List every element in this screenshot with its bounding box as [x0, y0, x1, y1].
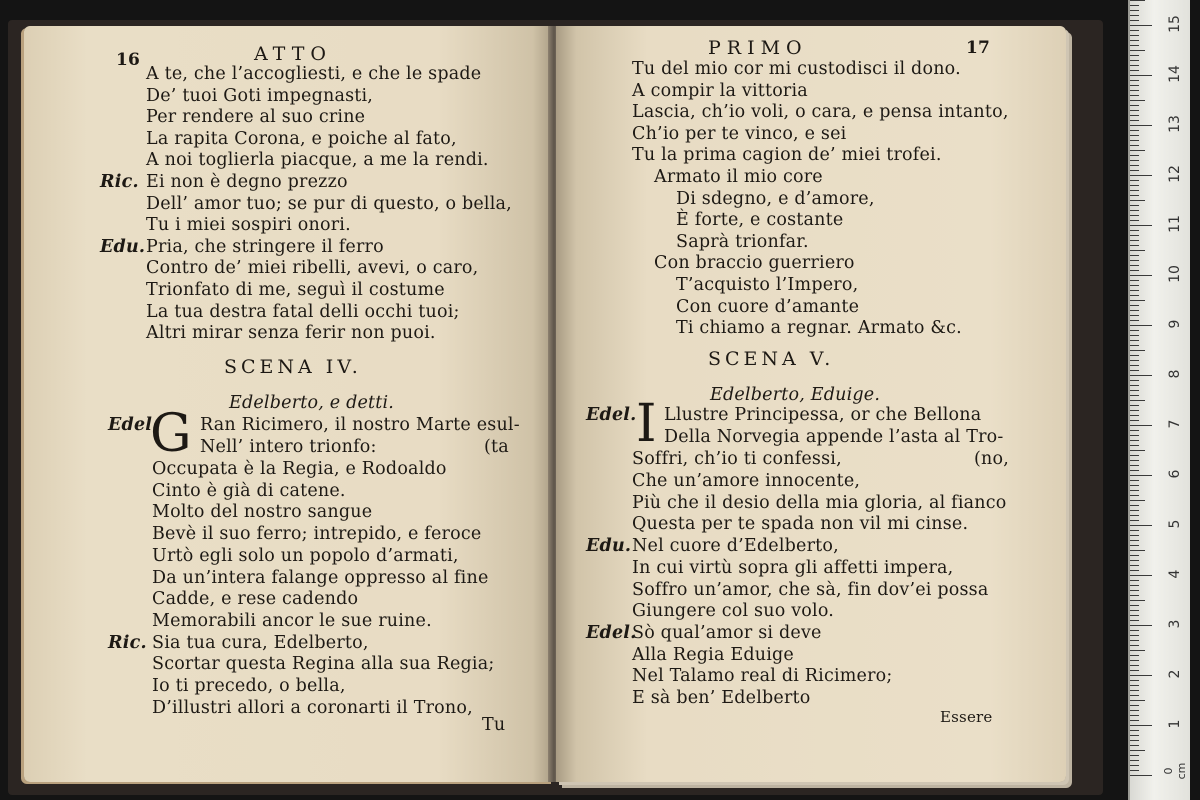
ruler-tick — [1130, 675, 1152, 676]
ruler-tick — [1130, 460, 1139, 461]
ruler-tick — [1130, 505, 1139, 506]
verse-line: Alla Regia Eduige — [632, 644, 794, 665]
ruler-tick — [1130, 145, 1139, 146]
verse-line: T’acquisto l’Impero, — [676, 275, 859, 295]
ruler-tick — [1130, 50, 1145, 51]
ruler-tick — [1130, 360, 1139, 361]
verse-line: Contro de’ miei ribelli, avevi, o caro, — [146, 258, 479, 279]
ruler-tick — [1130, 40, 1139, 41]
ruler-tick — [1130, 425, 1152, 426]
ruler-number: 2 — [1167, 669, 1183, 679]
verse-line: Ti chiamo a regnar. Armato &c. — [676, 318, 962, 339]
ruler-tick — [1130, 450, 1145, 451]
measuring-ruler — [1128, 0, 1190, 800]
ruler-tick — [1130, 670, 1139, 671]
ruler-tick — [1130, 525, 1152, 526]
ruler-tick — [1130, 385, 1139, 386]
ruler-tick — [1130, 770, 1139, 771]
verse-line: Cadde, e rese cadendo — [152, 589, 359, 610]
ruler-number: 4 — [1167, 569, 1183, 579]
ruler-tick — [1130, 375, 1152, 376]
ruler-tick — [1130, 90, 1139, 91]
verse-line: Di sdegno, e d’amore, — [676, 188, 875, 209]
ruler-tick — [1130, 595, 1139, 596]
ruler-tick — [1130, 190, 1139, 191]
ruler-tick — [1130, 70, 1139, 71]
verse-line: Saprà trionfar. — [676, 231, 809, 252]
verse-line: Ei non è degno prezzo — [146, 172, 348, 192]
verse-line: Armato il mio core — [654, 167, 823, 187]
verse-line: Da un’intera falange oppresso al fine — [152, 567, 489, 588]
ruler-tick — [1130, 435, 1139, 436]
ruler-number: 10 — [1167, 265, 1183, 283]
verse-line: Ran Ricimero, il nostro Marte esul- — [200, 415, 520, 435]
verse-line: Questa per te spada non vil mi cinse. — [632, 514, 969, 535]
ruler-tick — [1130, 715, 1139, 716]
ruler-tick — [1130, 140, 1139, 141]
verse-line: Della Norvegia appende l’asta al Tro- — [664, 427, 1004, 447]
ruler-tick — [1130, 350, 1145, 351]
ruler-tick — [1130, 455, 1139, 456]
verse-line: Più che il desio della mia gloria, al fianco — [632, 492, 1007, 513]
ruler-tick — [1130, 335, 1139, 336]
verse-line: Con braccio guerriero — [654, 253, 855, 274]
ruler-tick — [1130, 445, 1139, 446]
ruler-tick — [1130, 365, 1139, 366]
ruler-tick — [1130, 610, 1139, 611]
ruler-tick — [1130, 700, 1145, 701]
ruler-tick — [1130, 645, 1139, 646]
verse-line: Con cuore d’amante — [676, 296, 860, 317]
ruler-tick — [1130, 735, 1139, 736]
ruler-tick — [1130, 570, 1139, 571]
speaker-label: Edu. — [100, 236, 146, 257]
ruler-tick — [1130, 295, 1139, 296]
verse-line: De’ tuoi Goti impegnasti, — [146, 85, 374, 106]
ruler-tick — [1130, 250, 1145, 251]
ruler-tick — [1130, 490, 1139, 491]
speaker-label: Edu. — [586, 536, 632, 557]
ruler-number: 1 — [1167, 719, 1183, 729]
verse-line: E sà ben’ Edelberto — [632, 688, 811, 708]
ruler-tick — [1130, 395, 1139, 396]
ruler-tick — [1130, 530, 1139, 531]
right-page — [556, 26, 1066, 782]
ruler-tick — [1130, 495, 1139, 496]
ruler-tick — [1130, 285, 1139, 286]
ruler-tick — [1130, 290, 1139, 291]
ruler-tick — [1130, 685, 1139, 686]
ruler-tick — [1130, 45, 1139, 46]
ruler-tick — [1130, 390, 1139, 391]
ruler-tick — [1130, 85, 1139, 86]
ruler-tick — [1130, 605, 1139, 606]
verse-line: Cinto è già di catene. — [152, 480, 346, 501]
ruler-tick — [1130, 330, 1139, 331]
ruler-number: 3 — [1167, 619, 1183, 629]
page-number: 17 — [966, 38, 991, 58]
ruler-number: 14 — [1167, 65, 1183, 83]
ruler-tick — [1130, 555, 1139, 556]
ruler-tick — [1130, 30, 1139, 31]
verse-line: Urtò egli solo un popolo d’armati, — [152, 545, 459, 566]
verse-line: Ch’io per te vinco, e sei — [632, 123, 847, 144]
ruler-tick — [1130, 245, 1139, 246]
ruler-tick — [1130, 235, 1139, 236]
ruler-tick — [1130, 760, 1139, 761]
ruler-tick — [1130, 520, 1139, 521]
verse-line: Trionfato di me, seguì il costume — [146, 280, 445, 300]
ruler-tick — [1130, 130, 1139, 131]
ruler-tick — [1130, 135, 1139, 136]
ruler-tick — [1130, 420, 1139, 421]
verse-line: Nel cuore d’Edelberto, — [632, 536, 839, 557]
verse-line: A te, che l’accogliesti, e che le spade — [146, 64, 482, 84]
ruler-tick — [1130, 590, 1139, 591]
ruler-tick — [1130, 765, 1139, 766]
ruler-tick — [1130, 475, 1152, 476]
ruler-tick — [1130, 755, 1139, 756]
verse-line: Memorabili ancor le sue ruine. — [152, 610, 432, 631]
verse-line: Nell’ intero trionfo: — [200, 437, 377, 457]
ruler-tick — [1130, 740, 1139, 741]
verse-line: D’illustri allori a coronarti il Trono, — [152, 697, 473, 718]
scene-heading: SCENA IV. — [224, 356, 362, 378]
ruler-tick — [1130, 400, 1145, 401]
speaker-label: Edel. — [586, 405, 637, 425]
ruler-tick — [1130, 720, 1139, 721]
verse-line: Llustre Principessa, or che Bellona — [664, 405, 982, 425]
ruler-tick — [1130, 240, 1139, 241]
page-number: 16 — [116, 50, 141, 70]
verse-line: Molto del nostro sangue — [152, 502, 373, 523]
verse-line: A compir la vittoria — [632, 80, 808, 101]
speaker-label: Edel. — [108, 415, 159, 435]
verse-line: Che un’amore innocente, — [632, 471, 861, 491]
verse-line: In cui virtù sopra gli affetti impera, — [632, 557, 954, 578]
ruler-tick — [1130, 305, 1139, 306]
ruler-number: 7 — [1167, 419, 1183, 429]
ruler-tick — [1130, 95, 1139, 96]
ruler-tick — [1130, 650, 1145, 651]
ruler-tick — [1130, 665, 1139, 666]
ruler-tick — [1130, 340, 1139, 341]
ruler-tick — [1130, 745, 1139, 746]
ruler-tick — [1130, 215, 1139, 216]
verse-line: Sò qual’amor si deve — [632, 622, 822, 643]
ruler-number: 8 — [1167, 369, 1183, 379]
ruler-tick — [1130, 155, 1139, 156]
verse-line: Tu la prima cagion de’ miei trofei. — [632, 145, 942, 166]
ruler-tick — [1130, 320, 1139, 321]
ruler-number: 6 — [1167, 469, 1183, 479]
ruler-tick — [1130, 680, 1139, 681]
ruler-tick — [1130, 210, 1139, 211]
verse-line: È forte, e costante — [676, 210, 844, 231]
verse-line: Soffro un’amor, che sà, fin dov’ei possa — [632, 579, 989, 600]
ruler-number: 15 — [1167, 15, 1183, 33]
ruler-tick — [1130, 625, 1152, 626]
ruler-tick — [1130, 565, 1139, 566]
ruler-tick — [1130, 220, 1139, 221]
verse-line: Altri mirar senza ferir non puoi. — [146, 323, 436, 344]
speaker-label: Ric. — [108, 632, 147, 653]
ruler-tick — [1130, 310, 1139, 311]
ruler-tick — [1130, 410, 1139, 411]
ruler-tick — [1130, 195, 1139, 196]
ruler-tick — [1130, 640, 1139, 641]
catchword: Tu — [482, 715, 506, 735]
drop-cap: I — [636, 394, 657, 454]
ruler-tick — [1130, 585, 1139, 586]
verse-line: Occupata è la Regia, e Rodoaldo — [152, 459, 447, 479]
ruler-tick — [1130, 560, 1139, 561]
ruler-tick — [1130, 705, 1139, 706]
verse-line: La tua destra fatal delli occhi tuoi; — [146, 301, 460, 322]
ruler-tick — [1130, 10, 1139, 11]
ruler-tick — [1130, 270, 1139, 271]
ruler-tick — [1130, 600, 1145, 601]
verse-line: A noi toglierla piacque, a me la rendi. — [146, 150, 489, 171]
ruler-tick — [1130, 20, 1139, 21]
ruler-tick — [1130, 615, 1139, 616]
verse-line: Dell’ amor tuo; se pur di questo, o bella, — [146, 193, 512, 214]
ruler-tick — [1130, 105, 1139, 106]
ruler-tick — [1130, 775, 1152, 776]
ruler-tick — [1130, 200, 1145, 201]
ruler-tick — [1130, 175, 1152, 176]
ruler-tick — [1130, 115, 1139, 116]
scene-heading: SCENA V. — [708, 348, 835, 370]
ruler-tick — [1130, 725, 1152, 726]
verse-line: Lascia, ch’io voli, o cara, e pensa intanto, — [632, 102, 1009, 123]
ruler-tick — [1130, 380, 1139, 381]
ruler-tick — [1130, 230, 1139, 231]
ruler-number: 13 — [1167, 115, 1183, 133]
ruler-tick — [1130, 75, 1152, 76]
ruler-number: 11 — [1167, 215, 1183, 233]
verse-line: Io ti precedo, o bella, — [152, 676, 346, 696]
ruler-tick — [1130, 0, 1145, 1]
ruler-tick — [1130, 550, 1145, 551]
ruler-tick — [1130, 515, 1139, 516]
ruler-tick — [1130, 440, 1139, 441]
ruler-tick — [1130, 470, 1139, 471]
ruler-tick — [1130, 180, 1139, 181]
ruler-tick — [1130, 660, 1139, 661]
running-header: ATTO — [254, 43, 332, 65]
ruler-tick — [1130, 695, 1139, 696]
ruler-tick — [1130, 430, 1139, 431]
ruler-tick — [1130, 655, 1139, 656]
ruler-tick — [1130, 690, 1139, 691]
verse-line: Tu del mio cor mi custodisci il dono. — [632, 59, 961, 79]
ruler-tick — [1130, 315, 1139, 316]
ruler-tick — [1130, 635, 1139, 636]
verse-line: Nel Talamo real di Ricimero; — [632, 666, 893, 687]
ruler-number: 5 — [1167, 519, 1183, 529]
ruler-tick — [1130, 750, 1145, 751]
ruler-tick — [1130, 65, 1139, 66]
ruler-tick — [1130, 15, 1139, 16]
ruler-tick — [1130, 120, 1139, 121]
ruler-tick — [1130, 405, 1139, 406]
ruler-tick — [1130, 265, 1139, 266]
ruler-tick — [1130, 500, 1145, 501]
ruler-tick — [1130, 55, 1139, 56]
ruler-tick — [1130, 170, 1139, 171]
ruler-tick — [1130, 465, 1139, 466]
ruler-tick — [1130, 535, 1139, 536]
ruler-tick — [1130, 415, 1139, 416]
ruler-tick — [1130, 35, 1139, 36]
ruler-tick — [1130, 300, 1145, 301]
ruler-tick — [1130, 485, 1139, 486]
scene-characters: Edelberto, e detti. — [229, 393, 395, 413]
ruler-tick — [1130, 225, 1152, 226]
verse-line: Sia tua cura, Edelberto, — [152, 632, 369, 653]
ruler-tick — [1130, 345, 1139, 346]
ruler-tick — [1130, 545, 1139, 546]
left-page — [24, 26, 554, 782]
ruler-tick — [1130, 370, 1139, 371]
ruler-tick — [1130, 620, 1139, 621]
ruler-unit-label: 0 cm — [1162, 762, 1188, 780]
ruler-tick — [1130, 25, 1152, 26]
verse-line: Soffri, ch’io ti confessi, — [632, 449, 842, 469]
ruler-number: 12 — [1167, 165, 1183, 183]
ruler-tick — [1130, 205, 1139, 206]
verse-line-overflow: (no, — [974, 449, 1009, 469]
ruler-tick — [1130, 580, 1139, 581]
running-header: PRIMO — [708, 37, 808, 59]
catchword: Essere — [940, 708, 993, 726]
verse-line: La rapita Corona, e poiche al fato, — [146, 128, 457, 149]
ruler-tick — [1130, 710, 1139, 711]
ruler-tick — [1130, 275, 1152, 276]
speaker-label: Ric. — [100, 172, 139, 192]
verse-line: Per rendere al suo crine — [146, 107, 366, 128]
drop-cap: G — [150, 404, 192, 464]
ruler-tick — [1130, 630, 1139, 631]
ruler-tick — [1130, 80, 1139, 81]
ruler-tick — [1130, 280, 1139, 281]
verse-line: Giungere col suo volo. — [632, 601, 835, 622]
ruler-tick — [1130, 325, 1152, 326]
ruler-tick — [1130, 260, 1139, 261]
ruler-tick — [1130, 165, 1139, 166]
verse-line: Bevè il suo ferro; intrepido, e feroce — [152, 524, 482, 545]
verse-line: Scortar questa Regina alla sua Regia; — [152, 654, 495, 675]
ruler-tick — [1130, 150, 1145, 151]
ruler-tick — [1130, 730, 1139, 731]
ruler-tick — [1130, 125, 1152, 126]
ruler-tick — [1130, 575, 1152, 576]
ruler-tick — [1130, 100, 1145, 101]
scene-characters: Edelberto, Eduige. — [710, 385, 881, 405]
ruler-tick — [1130, 255, 1139, 256]
verse-line: Tu i miei sospiri onori. — [146, 215, 351, 236]
ruler-tick — [1130, 110, 1139, 111]
ruler-tick — [1130, 355, 1139, 356]
ruler-tick — [1130, 160, 1139, 161]
ruler-tick — [1130, 540, 1139, 541]
ruler-tick — [1130, 510, 1139, 511]
ruler-tick — [1130, 480, 1139, 481]
ruler-number: 9 — [1167, 319, 1183, 329]
ruler-tick — [1130, 185, 1139, 186]
speaker-label: Edel. — [586, 622, 637, 643]
verse-line-overflow: (ta — [484, 437, 509, 457]
ruler-tick — [1130, 5, 1139, 6]
ruler-tick — [1130, 60, 1139, 61]
verse-line: Pria, che stringere il ferro — [146, 236, 384, 257]
